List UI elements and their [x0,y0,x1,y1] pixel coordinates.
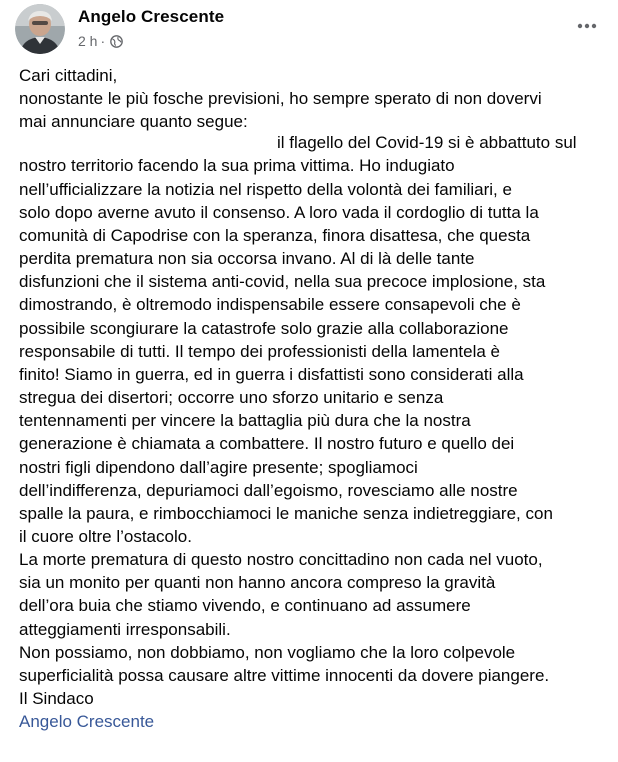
post-line: dell’indifferenza, depuriamoci dall’egoismo, rovesciamo alle nostre [19,480,518,500]
post-line: superficialità possa causare altre vittime innocenti da dovere piangere. [19,665,550,685]
post-line: La morte prematura di questo nostro concittadino non cada nel vuoto, [19,550,543,570]
meta-separator: · [100,33,106,49]
post-line: mai annunciare quanto segue: [19,112,248,132]
post-line: tentennamenti per vincere la battaglia più dura che la nostra [19,411,471,431]
globe-icon[interactable] [110,35,123,48]
author-avatar[interactable] [15,4,65,54]
post-line: finito! Siamo in guerra, ed in guerra i disfattisti sono considerati alla [19,364,524,384]
post-header [15,4,605,56]
post-line: Cari cittadini, [19,66,118,85]
signature-profile-link[interactable]: Angelo Crescente [19,712,155,732]
post-line: responsabile di tutti. Il tempo dei professionisti della lamentela è [19,341,500,361]
more-options-button[interactable] [573,12,601,40]
post-line: generazione è chiamata a combattere. Il nostro futuro e quello dei [19,434,515,454]
post-timestamp[interactable]: 2 h [78,33,98,49]
post-line: nostri figli dipendono dall’agire presente; spogliamoci [19,457,418,477]
post-line: il cuore oltre l’ostacolo. [19,526,192,546]
avatar-photo [15,4,65,54]
post-line: Non possiamo, non dobbiamo, non vogliamo che la loro colpevole [19,642,516,662]
more-dots-icon [577,23,597,29]
post-line: solo dopo averne avuto il consenso. A loro vada il cordoglio di tutta la [19,202,539,222]
post-line: stregua dei disertori; occorre uno sforzo unitario e senza [19,388,444,408]
post-line: sia un monito per quanti non hanno ancora compreso la gravità [19,573,496,593]
post-line: nell’ufficializzare la notizia nel rispetto della volontà dei familiari, e [19,179,512,199]
post-line: possibile scongiurare la catastrofe solo grazie alla collaborazione [19,318,509,338]
post-line: comunità di Capodrise con la speranza, finora disattesa, che questa [19,225,531,245]
post-line: perdita prematura non sia occorsa invano. Al di là delle tante [19,249,475,269]
post-line: il flagello del Covid-19 si è abbattuto sul [277,133,577,153]
post-line: dell’ora buia che stiamo vivendo, e continuano ad assumere [19,596,471,616]
author-name[interactable]: Angelo Crescente [78,7,225,26]
post-line: nostro territorio facendo la sua prima vittima. Ho indugiato [19,156,455,176]
post-line: Il Sindaco [19,689,94,709]
post-line: atteggiamenti irresponsabili. [19,619,231,639]
post-line: disfunzioni che il sistema anti-covid, nella sua precoce implosione, sta [19,272,546,292]
post-line: dimostrando, è oltremodo indispensabile essere consapevoli che è [19,295,521,315]
post-meta [78,33,123,49]
post-line: nonostante le più fosche previsioni, ho sempre sperato di non dovervi [19,89,542,109]
post-line: spalle la paura, e rimbocchiamoci le maniche senza indietreggiare, con [19,503,553,523]
post-message [19,64,609,733]
